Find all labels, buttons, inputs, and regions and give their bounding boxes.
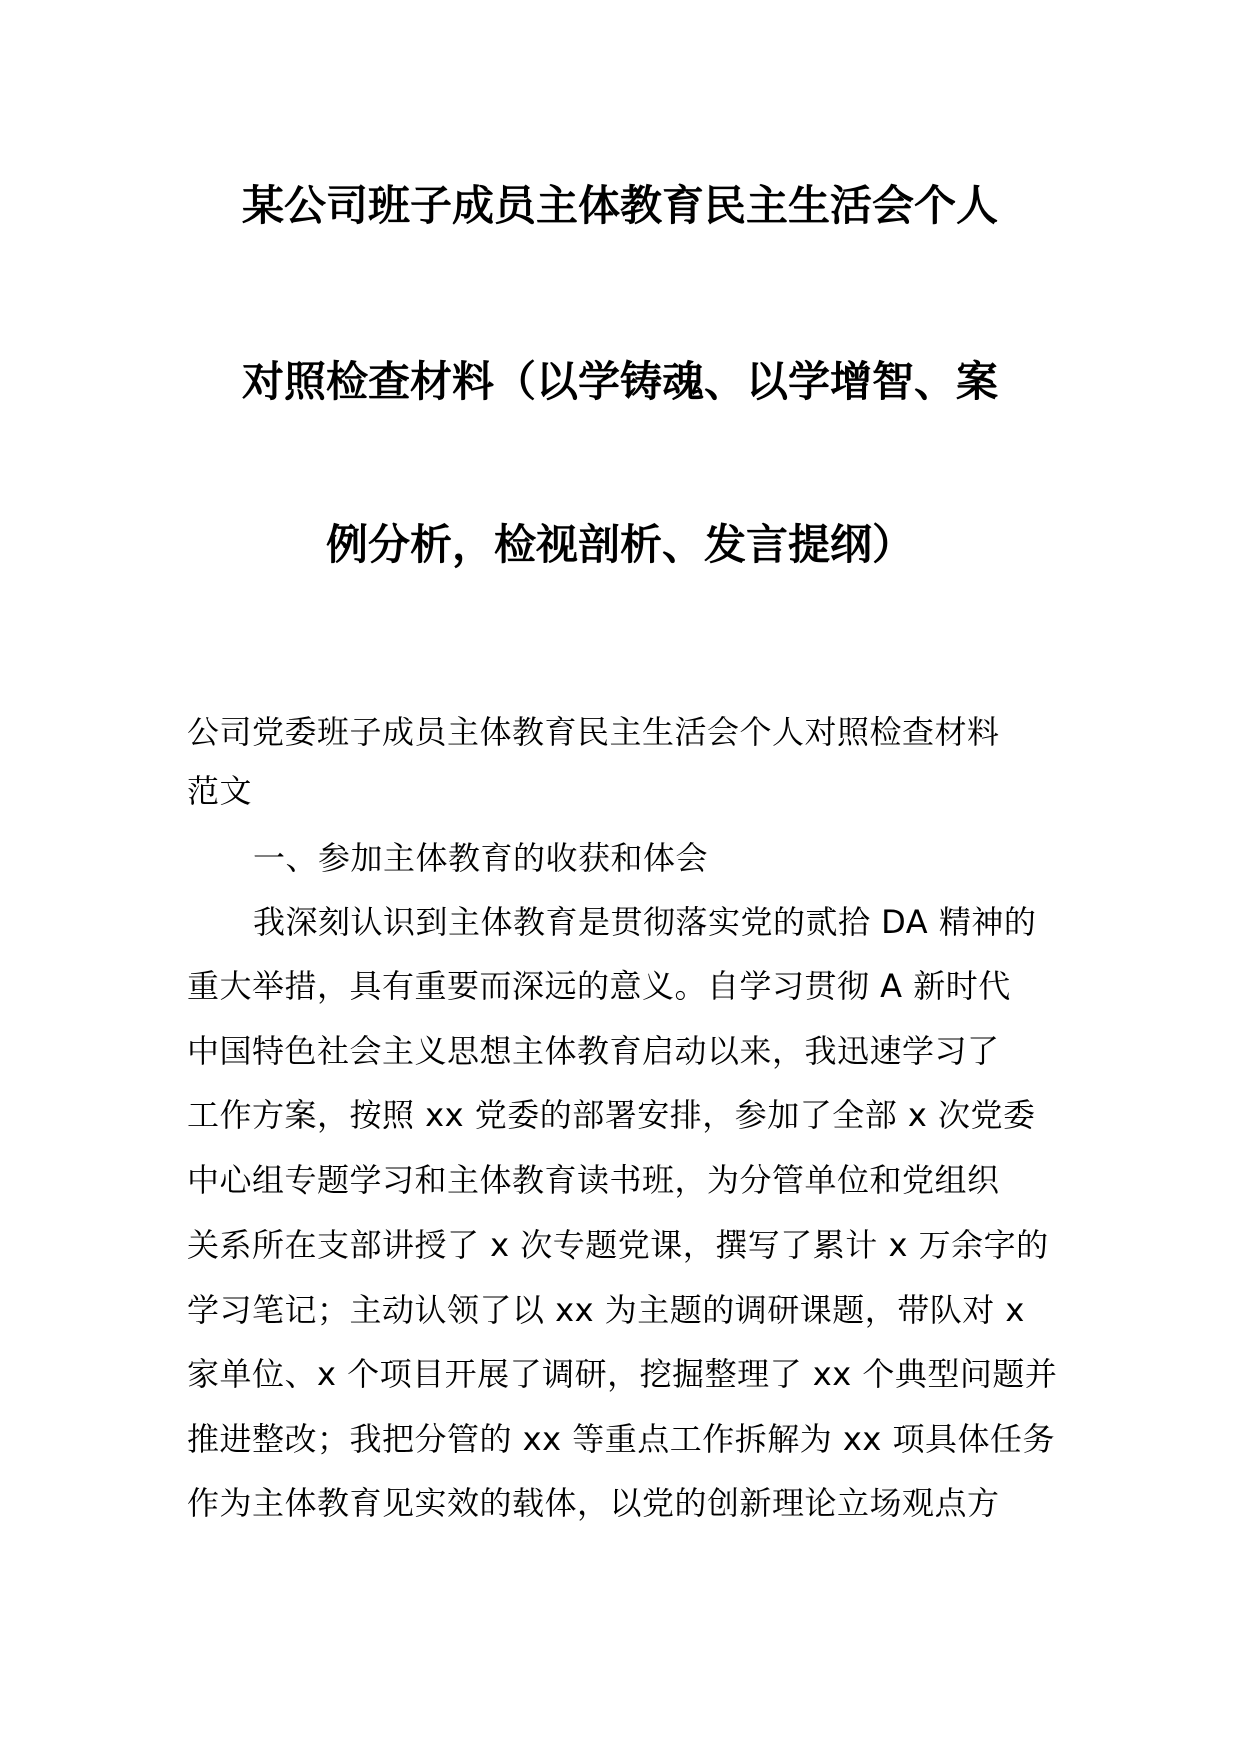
subtitle-line-1: 公司党委班子成员主体教育民主生活会个人对照检查材料 [187,713,1000,751]
document-title-line-1: 某公司班子成员主体教育民主生活会个人 [241,181,998,230]
paragraph-line: 重大举措，具有重要而深远的意义。自学习贯彻 A 新时代 [187,967,1011,1005]
paragraph-line: 工作方案，按照 xx 党委的部署安排，参加了全部 x 次党委 [187,1096,1036,1134]
document-title-line-2: 对照检查材料（以学铸魂、以学增智、案 [241,357,998,406]
paragraph-line: 作为主体教育见实效的载体，以党的创新理论立场观点方 [187,1484,1000,1522]
paragraph-line: 中心组专题学习和主体教育读书班，为分管单位和党组织 [187,1161,1000,1199]
section-heading: 一、参加主体教育的收获和体会 [253,839,709,877]
paragraph-line: 关系所在支部讲授了 x 次专题党课，撰写了累计 x 万余字的 [187,1226,1049,1264]
paragraph-line: 家单位、x 个项目开展了调研，挖掘整理了 xx 个典型问题并 [187,1355,1058,1393]
subtitle-line-2: 范文 [187,772,253,810]
paragraph-line: 推进整改；我把分管的 xx 等重点工作拆解为 xx 项具体任务 [187,1420,1055,1458]
paragraph-line: 学习笔记；主动认领了以 xx 为主题的调研课题，带队对 x [187,1291,1025,1329]
document-title-line-3: 例分析，检视剖析、发言提纲） [325,520,914,569]
paragraph-line: 中国特色社会主义思想主体教育启动以来，我迅速学习了 [187,1032,1000,1070]
paragraph-line: 我深刻认识到主体教育是贯彻落实党的贰拾 DA 精神的 [253,903,1037,941]
